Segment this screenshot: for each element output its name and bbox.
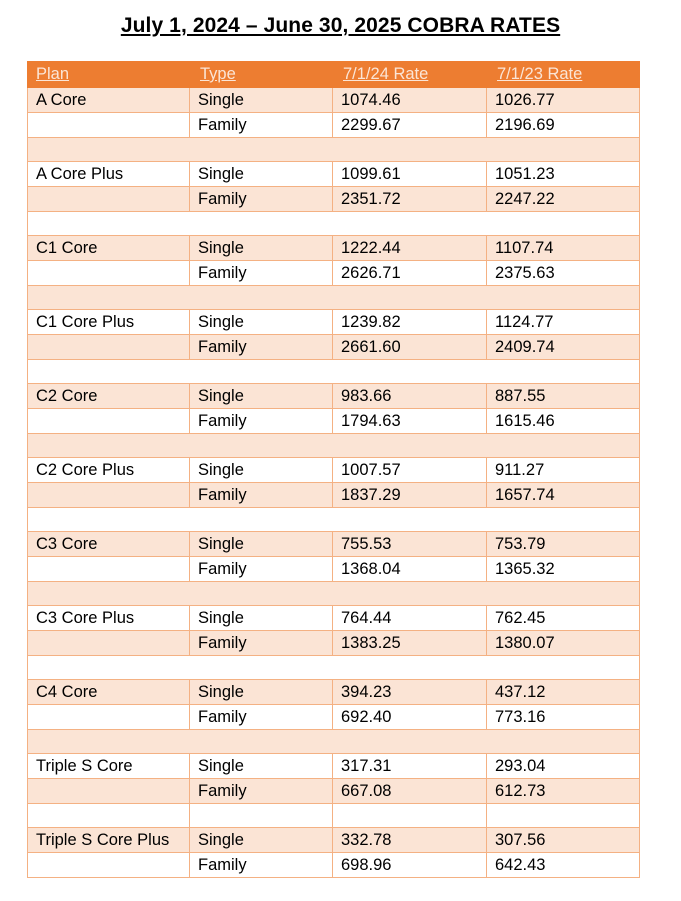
rate-2024: 332.78 (333, 828, 487, 853)
plan-name: C4 Core (28, 680, 190, 705)
spacer-row (28, 804, 640, 828)
spacer-cell (190, 804, 333, 828)
plan-name-blank (28, 557, 190, 582)
table-row (28, 828, 640, 853)
rate-2023: 2247.22 (487, 187, 640, 212)
table-row (28, 680, 640, 705)
cobra-rates-table (27, 61, 640, 878)
plan-type: Single (190, 88, 333, 113)
table-row (28, 162, 640, 187)
header-rate-2024: 7/1/24 Rate (333, 62, 487, 88)
plan-name: Triple S Core Plus (28, 828, 190, 853)
plan-type: Single (190, 162, 333, 187)
rate-2024: 692.40 (333, 705, 487, 730)
plan-type: Family (190, 187, 333, 212)
plan-type: Single (190, 828, 333, 853)
plan-type: Family (190, 705, 333, 730)
plan-name: A Core Plus (28, 162, 190, 187)
plan-name-blank (28, 409, 190, 434)
plan-type: Family (190, 483, 333, 508)
rate-2024: 1794.63 (333, 409, 487, 434)
spacer-row (28, 360, 640, 384)
rate-2024: 1222.44 (333, 236, 487, 261)
rate-2024: 2626.71 (333, 261, 487, 286)
rate-2023: 1107.74 (487, 236, 640, 261)
plan-name-blank (28, 335, 190, 360)
rate-2024: 1383.25 (333, 631, 487, 656)
rate-2023: 762.45 (487, 606, 640, 631)
rate-2023: 293.04 (487, 754, 640, 779)
spacer-cell (28, 730, 640, 754)
plan-name-blank (28, 483, 190, 508)
table-row (28, 705, 640, 730)
rate-2024: 1239.82 (333, 310, 487, 335)
spacer-cell (28, 582, 640, 606)
spacer-row (28, 508, 640, 532)
table-row (28, 236, 640, 261)
rate-2023: 887.55 (487, 384, 640, 409)
spacer-row (28, 434, 640, 458)
rate-2023: 2196.69 (487, 113, 640, 138)
rate-2023: 753.79 (487, 532, 640, 557)
rate-2024: 317.31 (333, 754, 487, 779)
plan-type: Family (190, 779, 333, 804)
table-row (28, 384, 640, 409)
plan-type: Family (190, 557, 333, 582)
plan-name-blank (28, 631, 190, 656)
plan-name: A Core (28, 88, 190, 113)
plan-name: Triple S Core (28, 754, 190, 779)
header-rate-2023: 7/1/23 Rate (487, 62, 640, 88)
plan-type: Family (190, 261, 333, 286)
plan-type: Single (190, 310, 333, 335)
table-row (28, 483, 640, 508)
table-row (28, 532, 640, 557)
rate-2024: 755.53 (333, 532, 487, 557)
spacer-row (28, 138, 640, 162)
table-row (28, 335, 640, 360)
table-row (28, 409, 640, 434)
spacer-cell (333, 804, 487, 828)
rate-2023: 911.27 (487, 458, 640, 483)
table-row (28, 261, 640, 286)
plan-name: C1 Core Plus (28, 310, 190, 335)
table-row (28, 853, 640, 878)
rate-2023: 1051.23 (487, 162, 640, 187)
plan-type: Family (190, 113, 333, 138)
table-row (28, 606, 640, 631)
table-row (28, 557, 640, 582)
plan-name-blank (28, 779, 190, 804)
rate-2023: 437.12 (487, 680, 640, 705)
header-plan: Plan (28, 62, 190, 88)
plan-name: C2 Core (28, 384, 190, 409)
rate-2023: 1026.77 (487, 88, 640, 113)
table-row (28, 310, 640, 335)
rate-2023: 1615.46 (487, 409, 640, 434)
spacer-row (28, 730, 640, 754)
table-row (28, 187, 640, 212)
table-body (28, 88, 640, 878)
plan-type: Family (190, 631, 333, 656)
plan-name: C3 Core Plus (28, 606, 190, 631)
spacer-cell (28, 138, 640, 162)
spacer-cell (28, 286, 640, 310)
rate-2023: 307.56 (487, 828, 640, 853)
rate-2023: 612.73 (487, 779, 640, 804)
rate-2023: 642.43 (487, 853, 640, 878)
spacer-cell (487, 804, 640, 828)
plan-type: Single (190, 680, 333, 705)
rate-2024: 698.96 (333, 853, 487, 878)
plan-name-blank (28, 705, 190, 730)
rate-2023: 1124.77 (487, 310, 640, 335)
rate-2023: 1657.74 (487, 483, 640, 508)
plan-type: Family (190, 409, 333, 434)
table-row (28, 113, 640, 138)
plan-name-blank (28, 261, 190, 286)
table-row (28, 458, 640, 483)
rate-2024: 1837.29 (333, 483, 487, 508)
rate-2024: 2351.72 (333, 187, 487, 212)
plan-type: Single (190, 458, 333, 483)
plan-type: Family (190, 853, 333, 878)
spacer-cell (28, 804, 190, 828)
plan-name-blank (28, 853, 190, 878)
rate-2024: 2661.60 (333, 335, 487, 360)
table-row (28, 779, 640, 804)
rate-2024: 394.23 (333, 680, 487, 705)
spacer-cell (28, 212, 640, 236)
rate-2024: 1368.04 (333, 557, 487, 582)
rate-2024: 1074.46 (333, 88, 487, 113)
rate-2023: 2409.74 (487, 335, 640, 360)
spacer-row (28, 286, 640, 310)
rate-2024: 1007.57 (333, 458, 487, 483)
spacer-cell (28, 656, 640, 680)
rate-2024: 983.66 (333, 384, 487, 409)
plan-type: Single (190, 754, 333, 779)
rate-2024: 1099.61 (333, 162, 487, 187)
table-row (28, 88, 640, 113)
plan-name-blank (28, 113, 190, 138)
plan-name: C3 Core (28, 532, 190, 557)
table-header-row (28, 62, 640, 88)
plan-type: Single (190, 236, 333, 261)
rate-2023: 1365.32 (487, 557, 640, 582)
plan-name-blank (28, 187, 190, 212)
rate-2023: 1380.07 (487, 631, 640, 656)
rate-2024: 667.08 (333, 779, 487, 804)
header-type: Type (190, 62, 333, 88)
table-row (28, 631, 640, 656)
plan-name: C1 Core (28, 236, 190, 261)
rate-2023: 2375.63 (487, 261, 640, 286)
spacer-row (28, 582, 640, 606)
spacer-cell (28, 360, 640, 384)
rate-2024: 2299.67 (333, 113, 487, 138)
table-row (28, 754, 640, 779)
rate-2024: 764.44 (333, 606, 487, 631)
plan-name: C2 Core Plus (28, 458, 190, 483)
page-title: July 1, 2024 – June 30, 2025 COBRA RATES (120, 14, 561, 37)
rate-2023: 773.16 (487, 705, 640, 730)
plan-type: Single (190, 532, 333, 557)
spacer-cell (28, 508, 640, 532)
plan-type: Single (190, 606, 333, 631)
spacer-row (28, 212, 640, 236)
spacer-row (28, 656, 640, 680)
plan-type: Family (190, 335, 333, 360)
spacer-cell (28, 434, 640, 458)
plan-type: Single (190, 384, 333, 409)
